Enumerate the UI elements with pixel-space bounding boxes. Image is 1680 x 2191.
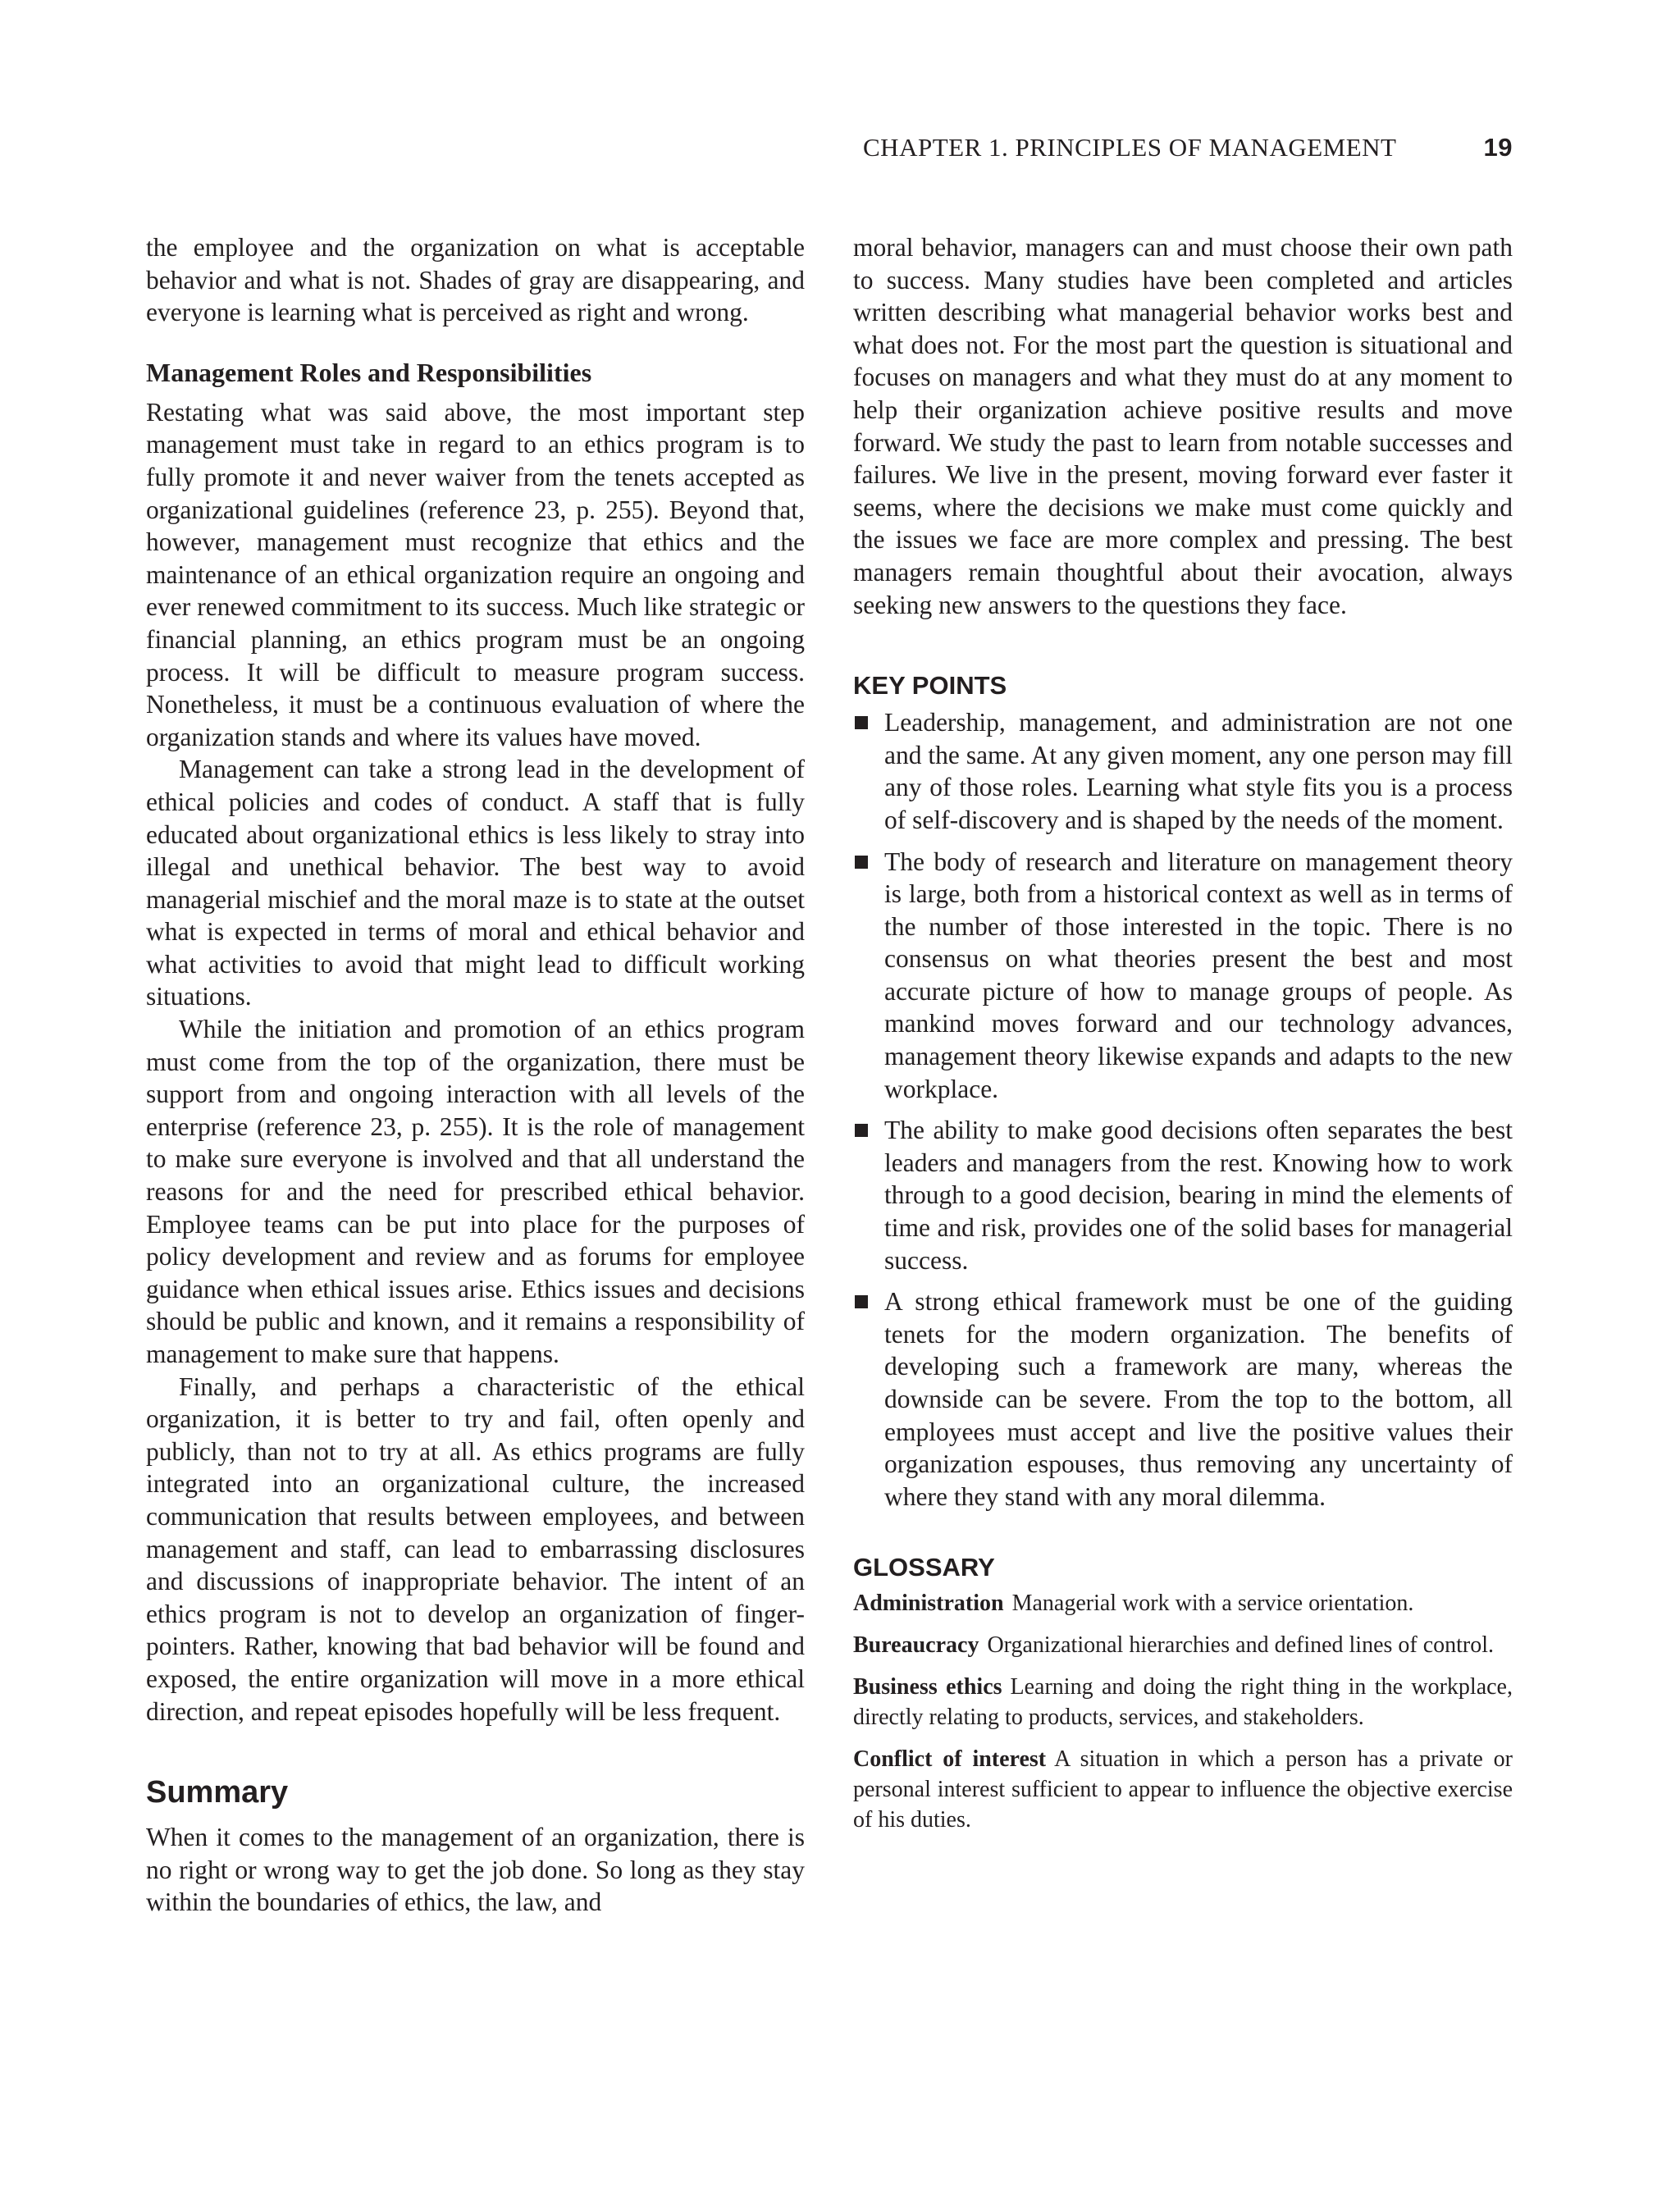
glossary-definition: Organizational hierarchies and defined lines of control. [987, 1632, 1495, 1659]
glossary-term: Business ethics [853, 1674, 1002, 1700]
key-points-list [853, 706, 1513, 1513]
glossary-entry [853, 1672, 1513, 1732]
key-point-text: Leadership, management, and administration are not one and the same. At any given moment, any one person may fill any of those roles. Learning what style fits you is a process of self-discovery and is shaped by the needs of the moment. [884, 708, 1513, 834]
right-column [853, 231, 1513, 1846]
subheading-management-roles: Management Roles and Responsibilities [146, 357, 592, 387]
summary-heading: Summary [146, 1775, 289, 1810]
key-point-text: The body of research and literature on management theory is large, both from a historical context as well as in terms of the number of those interested in the topic. There is no consensus on what theories present the best and most accurate picture of how to manage groups of people. As mankind moves forward and our technology advances, management theory likewise expands and adapts to the new workplace. [884, 847, 1513, 1103]
glossary-term: Bureaucracy [853, 1632, 979, 1659]
body-paragraph: Restating what was said above, the most important step management must take in regard to an ethics program is to fully promote it and never waiver from the tenets accepted as organizational guidelines (reference 23, p. 255). Beyond that, however, management must recognize that ethics and the maintenance of an ethical organization require an ongoing and ever renewed commitment to its success. Much like strategic or financial planning, an ethics program must be an ongoing process. It will be difficult to measure program success. Nonetheless, it must be a continuous evaluation of where the organization stands and where its values have moved. [146, 397, 805, 751]
continued-paragraph: moral behavior, managers can and must choose their own path to success. Many studies have been completed and articles written describing what managerial behavior works best and what does not. For the most part the question is situational and focuses on managers and what they must do at any moment to help their organization achieve positive results and move forward. We study the past to learn from notable successes and failures. We live in the present, moving forward ever faster it seems, where the decisions we make must come quickly and the issues we face are more complex and pressing. The best managers remain thoughtful about their avocation, always seeking new answers to the questions they face. [853, 233, 1513, 619]
body-paragraph: While the initiation and promotion of an ethics program must come from the top of the organization, there must be support from and ongoing interaction with all levels of the enterprise (reference 23, p. 255). It is the role of management to make sure everyone is involved and that all understand the reasons for and the need for prescribed ethical behavior. Employee teams can be put into place for the purposes of policy development and review and as forums for employee guidance when ethical issues arise. Ethics issues and decisions should be public and known, and it remains a responsibility of management to make sure that happens. [146, 1015, 805, 1368]
square-bullet-icon [855, 1295, 868, 1308]
square-bullet-icon [855, 1124, 868, 1137]
glossary-definition: Learning and doing the right thing in the workplace, directly relating to products, services, and stakeholders. [853, 1674, 1513, 1731]
list-item [853, 1285, 1513, 1513]
list-item [853, 706, 1513, 836]
glossary-term: Administration [853, 1591, 1004, 1617]
page-number: 19 [1483, 133, 1513, 162]
glossary-entry [853, 1744, 1513, 1835]
glossary-definition: Managerial work with a service orientation. [1011, 1591, 1414, 1617]
square-bullet-icon [855, 856, 868, 869]
left-column [146, 231, 805, 1919]
body-paragraph: Management can take a strong lead in the development of ethical policies and codes of conduct. A staff that is fully educated about organizational ethics is less likely to stray into illegal and unethical behavior. The best way to avoid managerial mischief and the moral maze is to state at the outset what is expected in terms of moral and ethical behavior and what activities to avoid that might lead to difficult working situations. [146, 755, 805, 1011]
running-header [863, 133, 1513, 162]
chapter-title: CHAPTER 1. PRINCIPLES OF MANAGEMENT [863, 133, 1397, 162]
key-points-heading: KEY POINTS [853, 671, 1007, 701]
glossary-definition: A situation in which a person has a private or personal interest sufficient to appear to influence the objective exercise of his duties. [853, 1746, 1513, 1833]
glossary-term: Conflict of interest [853, 1746, 1047, 1773]
glossary-entry [853, 1630, 1513, 1660]
key-point-text: A strong ethical framework must be one of the guiding tenets for the modern organization. The benefits of developing such a framework are many, whereas the downside can be severe. From the top to the bottom, all employees must accept and live the positive values their organization espouses, thus removing any uncertainty of where they stand with any moral dilemma. [884, 1287, 1513, 1511]
square-bullet-icon [855, 716, 868, 729]
glossary-entry [853, 1588, 1513, 1618]
body-paragraph: Finally, and perhaps a characteristic of the ethical organization, it is better to try and fail, often openly and publicly, than not to try at all. As ethics programs are fully integrated into an organizational culture, the increased communication that results between employees, and between management and staff, can lead to embarrassing disclosures and discussions of inappropriate behavior. The intent of an ethics program is not to develop an organization of finger-pointers. Rather, knowing that bad behavior will be found and exposed, the entire organization will move in a more ethical direction, and repeat episodes hopefully will be less frequent. [146, 1372, 805, 1726]
list-item [853, 846, 1513, 1106]
glossary-list [853, 1588, 1513, 1835]
list-item [853, 1114, 1513, 1276]
glossary-heading: GLOSSARY [853, 1553, 995, 1582]
intro-paragraph: the employee and the organization on what is acceptable behavior and what is not. Shades of gray are disappearing, and everyone is learning what is perceived as right and wrong. [146, 233, 805, 327]
key-point-text: The ability to make good decisions often separates the best leaders and managers from the rest. Knowing how to work through to a good decision, bearing in mind the elements of time and risk, provides one of the solid bases for managerial success. [884, 1116, 1513, 1275]
summary-paragraph: When it comes to the management of an organization, there is no right or wrong way to get the job done. So long as they stay within the boundaries of ethics, the law, and [146, 1823, 805, 1917]
